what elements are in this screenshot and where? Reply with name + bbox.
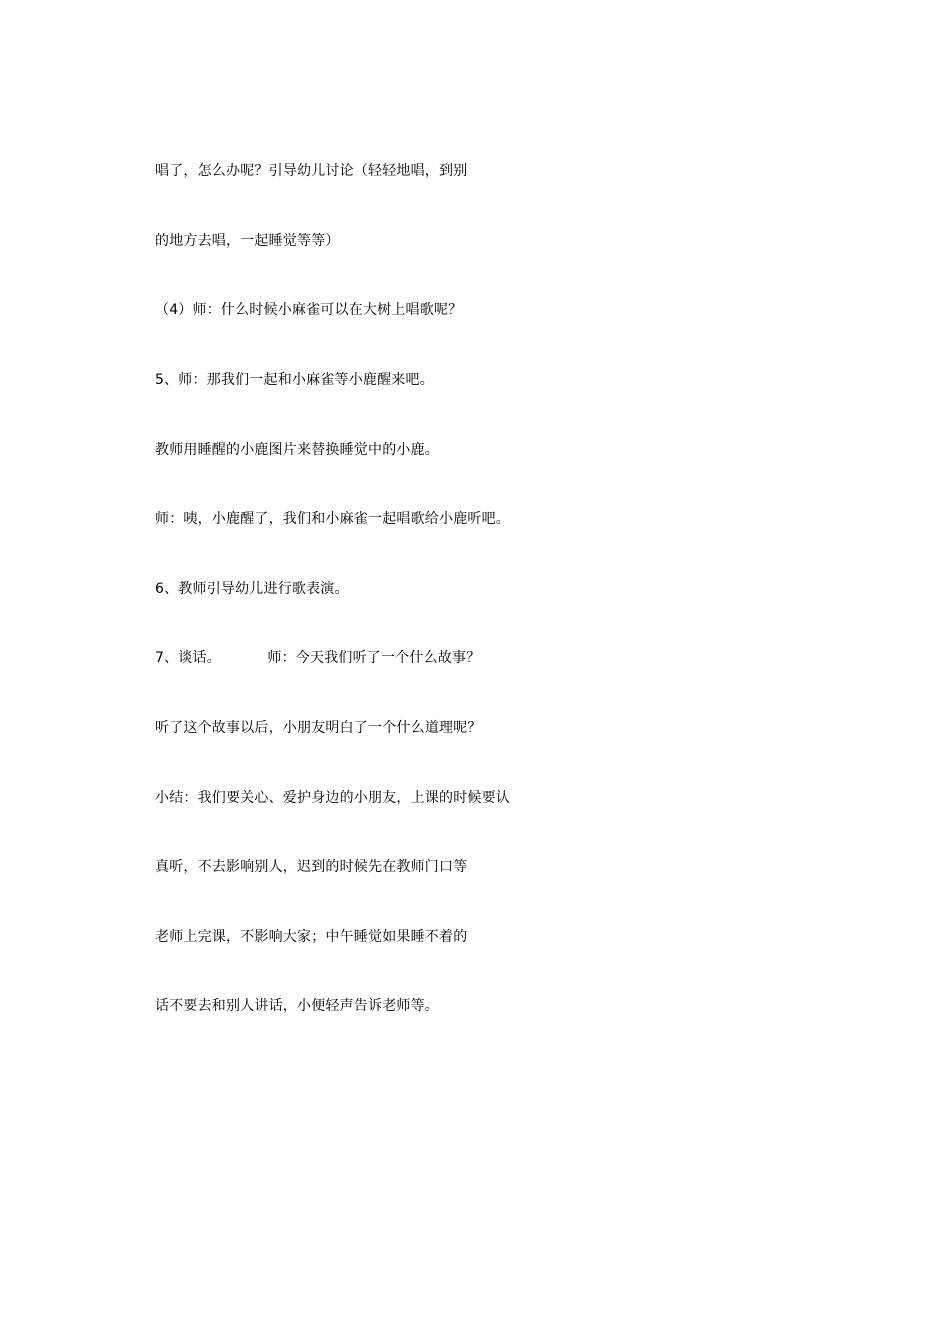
- text-line-7: 6、教师引导幼儿进行歌表演。: [155, 581, 349, 597]
- text-line-2: 的地方去唱，一起睡觉等等）: [155, 233, 340, 249]
- text-line-10: 小结：我们要关心、爱护身边的小朋友，上课的时候要认: [155, 790, 510, 806]
- text-line-9: 听了这个故事以后，小朋友明白了一个什么道理呢？: [155, 720, 482, 736]
- text-line-5: 教师用睡醒的小鹿图片来替换睡觉中的小鹿。: [155, 442, 439, 458]
- text-line-8: 7、谈话。 师：今天我们听了一个什么故事？: [155, 650, 481, 666]
- text-line-6: 师：咦，小鹿醒了，我们和小麻雀一起唱歌给小鹿听吧。: [155, 511, 510, 527]
- text-line-3: （4）师：什么时候小麻雀可以在大树上唱歌呢？: [155, 302, 463, 318]
- text-line-4: 5、师：那我们一起和小麻雀等小鹿醒来吧。: [155, 372, 434, 388]
- text-line-11: 真听，不去影响别人，迟到的时候先在教师门口等: [155, 859, 468, 875]
- text-line-1: 唱了，怎么办呢？引导幼儿讨论（轻轻地唱，到别: [155, 163, 468, 179]
- text-line-12: 老师上完课，不影响大家；中午睡觉如果睡不着的: [155, 929, 468, 945]
- text-line-13: 话不要去和别人讲话，小便轻声告诉老师等。: [155, 998, 439, 1014]
